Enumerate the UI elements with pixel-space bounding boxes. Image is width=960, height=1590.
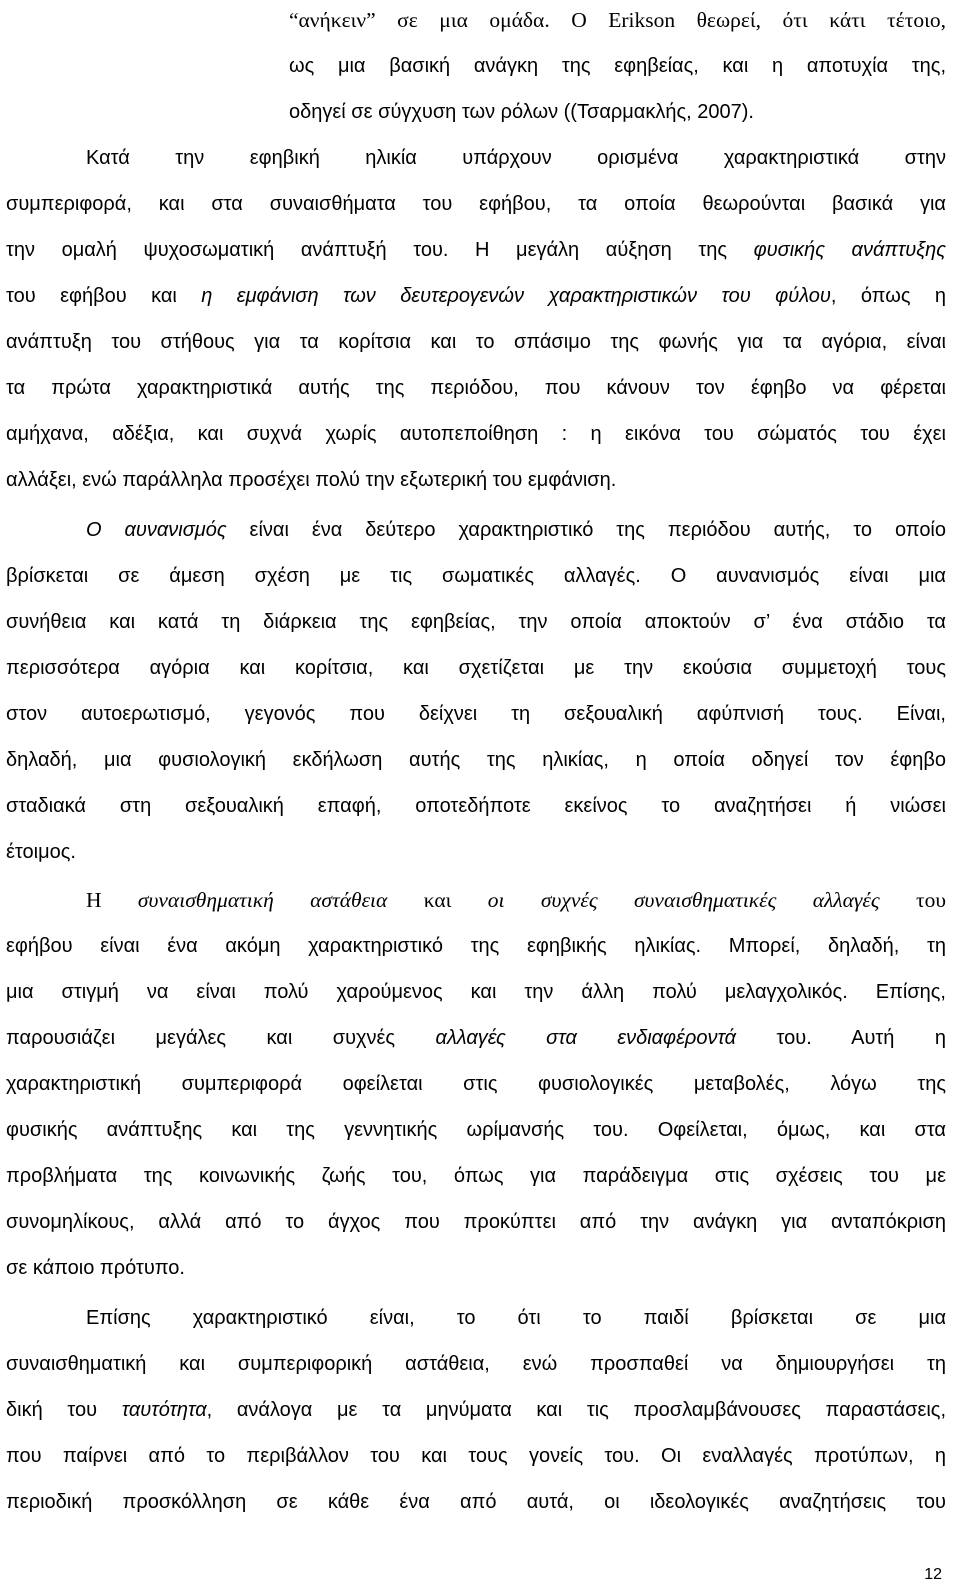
text-line xyxy=(6,1394,946,1426)
text-line xyxy=(86,1302,946,1334)
text-line xyxy=(6,1440,946,1472)
text-run: περιοδική προσκόλληση σε κάθε ένα από αυτά, οι ιδεολογικές αναζητήσεις του xyxy=(6,1491,946,1513)
text-line xyxy=(6,976,946,1008)
text-line xyxy=(6,1068,946,1100)
text-line xyxy=(6,652,946,684)
text-run: στον αυτοερωτισμό, γεγονός που δείχνει τη σεξουαλική αφύπνισή τους. Είναι, xyxy=(6,703,946,725)
text-run: προβλήματα της κοινωνικής ζωής του, όπως για παράδειγμα στις σχέσεις του με xyxy=(6,1165,946,1187)
text-run: , όπως η xyxy=(830,285,946,307)
page-number: 12 xyxy=(924,1566,942,1583)
text-run: του εφήβου και xyxy=(6,285,202,307)
text-run: την ομαλή ψυχοσωματική ανάπτυξή του. Η μεγάλη αύξηση της xyxy=(6,239,754,261)
text-line xyxy=(6,1206,946,1238)
text-run: και xyxy=(387,888,488,912)
text-line xyxy=(6,606,946,638)
text-line xyxy=(6,418,946,450)
text-run: δηλαδή, μια φυσιολογική εκδήλωση αυτής της ηλικίας, η οποία οδηγεί τον έφηβο xyxy=(6,749,946,771)
text-line xyxy=(6,372,946,404)
italic-text: οι συχνές συναισθηματικές αλλαγές xyxy=(487,888,880,912)
text-line xyxy=(6,836,946,868)
text-line xyxy=(6,234,946,266)
text-run: Η xyxy=(86,888,138,912)
text-line xyxy=(289,4,946,36)
text-run: βρίσκεται σε άμεση σχέση με τις σωματικές αλλαγές. Ο αυνανισμός είναι μια xyxy=(6,565,946,587)
text-run: ως μια βασική ανάγκη της εφηβείας, και η αποτυχία της, xyxy=(289,55,946,77)
text-line xyxy=(86,514,946,546)
text-run: περισσότερα αγόρια και κορίτσια, και σχετίζεται με την εκούσια συμμετοχή τους xyxy=(6,657,946,679)
italic-text: ταυτότητα xyxy=(121,1399,207,1421)
text-line xyxy=(6,1252,946,1284)
text-line xyxy=(86,142,946,174)
text-line xyxy=(6,464,946,496)
italic-text: συναισθηματική αστάθεια xyxy=(137,888,388,912)
text-run: έτοιμος. xyxy=(6,841,76,863)
text-run: “ανήκειν” σε μια ομάδα. Ο Erikson θεωρεί, ότι κάτι τέτοιο, xyxy=(289,8,946,32)
italic-text: φυσικής ανάπτυξης xyxy=(753,239,946,261)
text-line xyxy=(6,1160,946,1192)
text-run: του. Αυτή η xyxy=(736,1027,947,1049)
text-run: Επίσης χαρακτηριστικό είναι, το ότι το παιδί βρίσκεται σε μια xyxy=(86,1307,946,1329)
text-run: χαρακτηριστική συμπεριφορά οφείλεται στις φυσιολογικές μεταβολές, λόγω της xyxy=(6,1073,946,1095)
italic-text: η εμφάνιση των δευτερογενών χαρακτηριστικών του φύλου xyxy=(201,285,831,307)
text-line xyxy=(6,790,946,822)
text-line xyxy=(86,884,946,916)
italic-text: Ο αυνανισμός xyxy=(86,519,227,541)
text-run: που παίρνει από το περιβάλλον του και τους γονείς του. Οι εναλλαγές προτύπων, η xyxy=(6,1445,946,1467)
text-line xyxy=(6,188,946,220)
text-run: μια στιγμή να είναι πολύ χαρούμενος και την άλλη πολύ μελαγχολικός. Επίσης, xyxy=(6,981,946,1003)
text-run: συμπεριφορά, και στα συναισθήματα του εφήβου, τα οποία θεωρούνται βασικά για xyxy=(6,193,946,215)
text-run: ανάπτυξη του στήθους για τα κορίτσια και το σπάσιμο της φωνής για τα αγόρια, είναι xyxy=(6,331,946,353)
text-line xyxy=(6,930,946,962)
text-run: σε κάποιο πρότυπο. xyxy=(6,1257,185,1279)
text-line xyxy=(6,280,946,312)
text-line xyxy=(6,1348,946,1380)
text-line xyxy=(6,1486,946,1518)
text-run: του xyxy=(879,888,946,912)
text-line xyxy=(6,744,946,776)
text-run: συνομηλίκους, αλλά από το άγχος που προκύπτει από την ανάγκη για ανταπόκριση xyxy=(6,1211,946,1233)
text-line xyxy=(289,96,946,128)
text-run: , ανάλογα με τα μηνύματα και τις προσλαμβάνουσες παραστάσεις, xyxy=(206,1399,946,1421)
text-run: τα πρώτα χαρακτηριστικά αυτής της περιόδου, που κάνουν τον έφηβο να φέρεται xyxy=(6,377,946,399)
text-line xyxy=(6,326,946,358)
text-run: εφήβου είναι ένα ακόμη χαρακτηριστικό της εφηβικής ηλικίας. Μπορεί, δηλαδή, τη xyxy=(6,935,946,957)
text-line xyxy=(6,1022,946,1054)
text-line xyxy=(289,50,946,82)
text-line xyxy=(6,1114,946,1146)
text-run: δική του xyxy=(6,1399,122,1421)
text-run: οδηγεί σε σύγχυση των ρόλων ((Τσαρμακλής, 2007). xyxy=(289,101,754,123)
text-run: σταδιακά στη σεξουαλική επαφή, οποτεδήποτε εκείνος το αναζητήσει ή νιώσει xyxy=(6,795,946,817)
text-line xyxy=(6,560,946,592)
text-run: Κατά την εφηβική ηλικία υπάρχουν ορισμένα χαρακτηριστικά στην xyxy=(86,147,946,169)
text-line xyxy=(6,698,946,730)
text-run: είναι ένα δεύτερο χαρακτηριστικό της περιόδου αυτής, το οποίο xyxy=(226,519,947,541)
italic-text: αλλαγές στα ενδιαφέροντά xyxy=(435,1027,737,1049)
text-run: παρουσιάζει μεγάλες και συχνές xyxy=(6,1027,436,1049)
text-run: αλλάξει, ενώ παράλληλα προσέχει πολύ την εξωτερική του εμφάνιση. xyxy=(6,469,617,491)
text-run: φυσικής ανάπτυξης και της γεννητικής ωρίμανσής του. Οφείλεται, όμως, και στα xyxy=(6,1119,946,1141)
text-run: αμήχανα, αδέξια, και συχνά χωρίς αυτοπεποίθηση : η εικόνα του σώματός του έχει xyxy=(6,423,946,445)
text-run: συναισθηματική και συμπεριφορική αστάθεια, ενώ προσπαθεί να δημιουργήσει τη xyxy=(6,1353,946,1375)
text-run: συνήθεια και κατά τη διάρκεια της εφηβείας, την οποία αποκτούν σ’ ένα στάδιο τα xyxy=(6,611,946,633)
